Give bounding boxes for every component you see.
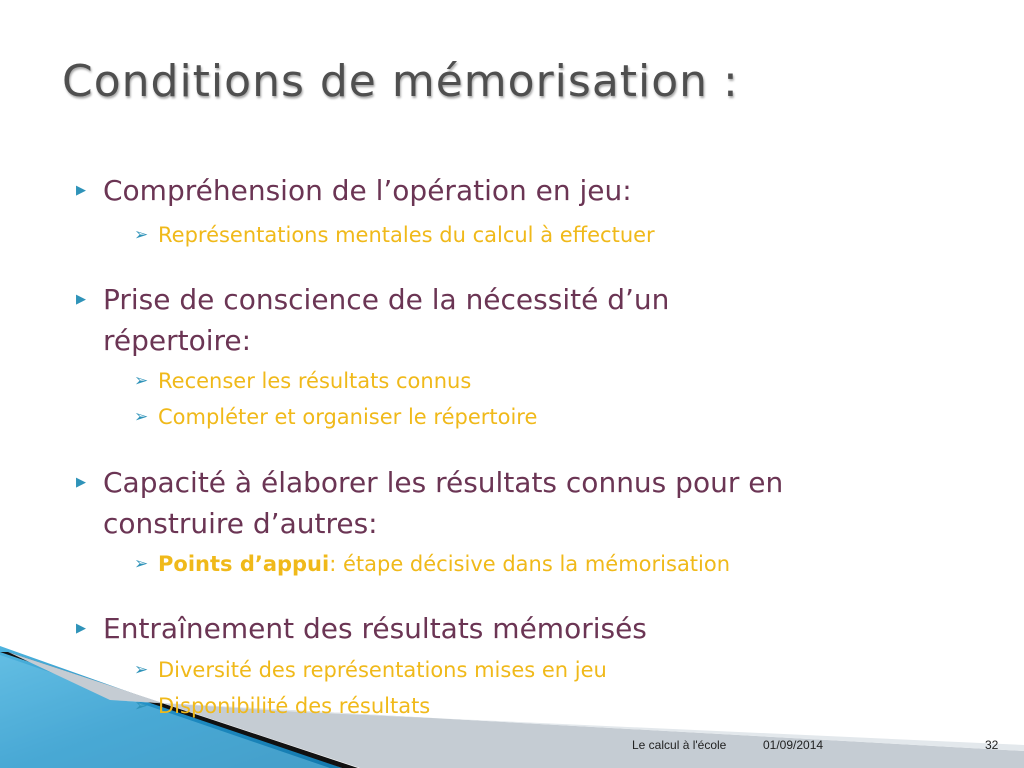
bullet-item: [76, 463, 784, 503]
sub-bullet-item: [134, 550, 731, 578]
arrowhead-right-icon: ➢: [134, 696, 149, 716]
bullet-item: [76, 609, 647, 649]
sub-bullet-item: [134, 403, 538, 431]
slide-number: 32: [985, 738, 999, 752]
triangle-right-icon: ▶: [76, 183, 86, 198]
arrowhead-right-icon: ➢: [134, 407, 149, 427]
bullet-item: [76, 171, 632, 211]
triangle-right-icon: ▶: [76, 292, 86, 307]
bullet-text: Prise de conscience de la nécessité d’un: [103, 283, 670, 316]
bullet-text: Compréhension de l’opération en jeu:: [103, 174, 632, 207]
footer-date: 01/09/2014: [763, 738, 824, 752]
sub-bullet-item: [134, 692, 431, 720]
triangle-right-icon: ▶: [76, 621, 86, 636]
sub-bullet-text: Compléter et organiser le répertoire: [158, 405, 538, 429]
bullet-continuation: répertoire:: [103, 324, 252, 357]
slide-title: Conditions de mémorisation :: [62, 56, 739, 107]
sub-bullet-item: [134, 367, 472, 395]
arrowhead-right-icon: ➢: [134, 371, 149, 391]
arrowhead-right-icon: ➢: [134, 554, 149, 574]
arrowhead-right-icon: ➢: [134, 225, 149, 245]
sub-bullet-text: Diversité des représentations mises en jeu: [158, 658, 607, 682]
sub-bullet-item: [134, 656, 607, 684]
sub-bullet-text: : étape décisive dans la mémorisation: [329, 552, 731, 576]
bullet-text: Entraînement des résultats mémorisés: [103, 612, 647, 645]
bullet-item: [76, 280, 670, 320]
sub-bullet-text: Recenser les résultats connus: [158, 369, 472, 393]
sub-bullet-item: [134, 221, 655, 249]
bullet-continuation: construire d’autres:: [103, 507, 378, 540]
sub-bullet-text: Représentations mentales du calcul à effectuer: [158, 223, 655, 247]
sub-bullet-text: Disponibilité des résultats: [158, 694, 431, 718]
sub-bullet-bold-text: Points d’appui: [158, 552, 330, 576]
triangle-right-icon: ▶: [76, 475, 86, 490]
bullet-text: Capacité à élaborer les résultats connus pour en: [103, 466, 784, 499]
arrowhead-right-icon: ➢: [134, 660, 149, 680]
footer-title: Le calcul à l'école: [632, 738, 727, 752]
